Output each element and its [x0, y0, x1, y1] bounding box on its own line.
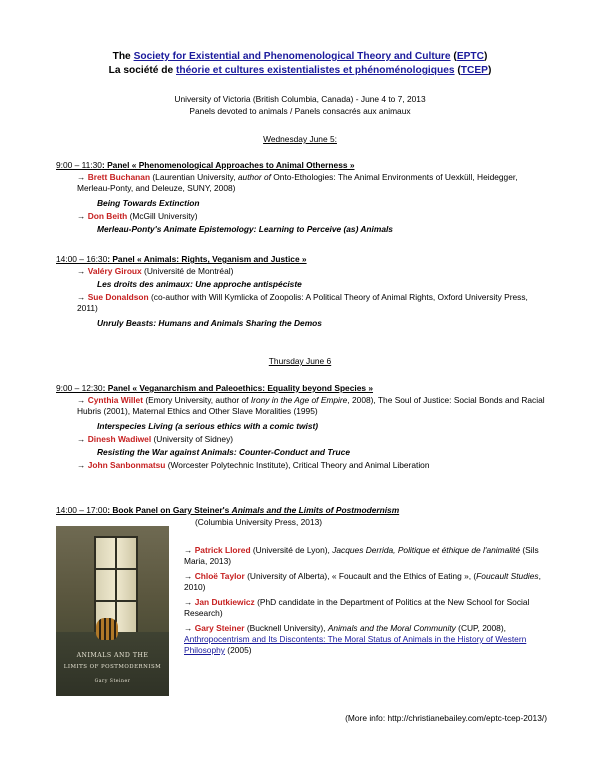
speaker-name: Patrick Llored: [194, 545, 251, 555]
speaker-name: Gary Steiner: [194, 623, 245, 633]
day-heading-thursday: Thursday June 6: [268, 356, 332, 366]
panel-1-entry-1: → Brett Buchanan (Laurentian University, author of Onto-Ethologies: The Animal Environments of Uexküll, Heidegger, Merleau-Ponty, and Deleuze, SUNY, 2008): [77, 172, 518, 193]
panel-4-entry-3: → Jan Dutkiewicz (PhD candidate in the Department of Politics at the New School for Social Research): [184, 597, 530, 618]
location-line: University of Victoria (British Columbia, Canada) - June 4 to 7, 2013: [174, 94, 426, 104]
speaker-name: Sue Donaldson: [87, 292, 149, 302]
tiger-figure: [96, 618, 118, 640]
panel-3-entry-3: → John Sanbonmatsu (Worcester Polytechnic Institute), Critical Theory and Animal Liberation: [77, 460, 430, 470]
panel-2-entry-2: → Sue Donaldson (co-author with Will Kymlicka of Zoopolis: A Political Theory of Animal Rights, Oxford University Press, 2011): [77, 292, 528, 313]
panel-3-heading: 9:00 – 12:30: Panel « Veganarchism and Paleoethics: Equality beyond Species »: [56, 383, 374, 393]
cover-title-line-2: LIMITS OF POSTMODERNISM: [63, 664, 162, 670]
panel-3-entry-2: → Dinesh Wadiwel (University of Sidney): [77, 434, 234, 444]
speaker-name: Cynthia Willet: [87, 395, 143, 405]
talk-title: Resisting the War against Animals: Counter-Conduct and Truce: [97, 447, 350, 457]
speaker-name: John Sanbonmatsu: [87, 460, 166, 470]
day-heading-wednesday: Wednesday June 5:: [263, 134, 337, 144]
tcep-link[interactable]: TCEP: [460, 65, 488, 76]
panel-2-heading: 14:00 – 16:30: Panel « Animals: Rights, Veganism and Justice »: [56, 254, 307, 264]
society-link-en[interactable]: Society for Existential and Phenomenological Theory and Culture: [133, 51, 451, 62]
talk-title: Interspecies Living (a serious ethics with a comic twist): [97, 421, 319, 431]
panel-1-heading: 9:00 – 11:30: Panel « Phenomenological Approaches to Animal Otherness »: [56, 160, 355, 170]
book-link[interactable]: Anthropocentrism and Its Discontents: The Moral Status of Animals in the History of Western Philosophy: [184, 634, 527, 655]
cover-author: Gary Steiner: [94, 679, 131, 684]
cover-title-line-1: ANIMALS AND THE: [76, 652, 149, 659]
speaker-name: Dinesh Wadiwel: [87, 434, 152, 444]
book-cover-image: [56, 526, 169, 696]
eptc-link[interactable]: EPTC: [456, 51, 484, 62]
society-link-fr[interactable]: théorie et cultures existentialistes et phénoménologiques: [176, 65, 455, 76]
speaker-name: Chloë Taylor: [194, 571, 245, 581]
header-line-english: The Society for Existential and Phenomenological Theory and Culture (EPTC): [112, 51, 488, 62]
speaker-name: Jan Dutkiewicz: [194, 597, 255, 607]
speaker-name: Brett Buchanan: [87, 172, 151, 182]
subtitle-line: Panels devoted to animals / Panels consacrés aux animaux: [189, 106, 411, 116]
footer-more-info: (More info: http://christianebailey.com/eptc-tcep-2013/): [345, 713, 547, 723]
panel-4-entry-4: → Gary Steiner (Bucknell University), Animals and the Moral Community (CUP, 2008), Anthropocentrism and Its Discontents: The Moral Status of Animals in the History of Western Philosophy (2005): [184, 623, 527, 655]
panel-4-heading: 14:00 – 17:00: Book Panel on Gary Steiner's Animals and the Limits of Postmodernism: [56, 505, 400, 515]
speaker-name: Don Beith: [87, 211, 128, 221]
header-line-french: La société de théorie et cultures existentialistes et phénoménologiques (TCEP): [108, 65, 492, 76]
talk-title: Being Towards Extinction: [97, 198, 200, 208]
talk-title: Les droits des animaux: Une approche antispéciste: [97, 279, 302, 289]
talk-title: Merleau-Ponty's Animate Epistemology: Learning to Perceive (as) Animals: [97, 224, 393, 234]
talk-title: Unruly Beasts: Humans and Animals Sharing the Demos: [97, 318, 322, 328]
panel-4-entry-2: → Chloë Taylor (University of Alberta), « Foucault and the Ethics of Eating », (Foucault Studies, 2010): [184, 571, 541, 592]
panel-3-entry-1: → Cynthia Willet (Emory University, author of Irony in the Age of Empire, 2008), The Soul of Justice: Social Bonds and Racial Hubris (2001), Maternal Ethics and Other Slave Moralities (1995): [77, 395, 545, 416]
panel-1-entry-2: → Don Beith (McGill University): [77, 211, 198, 221]
publisher-line: (Columbia University Press, 2013): [195, 517, 323, 527]
panel-2-entry-1: → Valéry Giroux (Université de Montréal): [77, 266, 234, 276]
panel-4-entry-1: → Patrick Llored (Université de Lyon), Jacques Derrida, Politique et éthique de l'animalité (Sils Maria, 2013): [184, 545, 539, 566]
speaker-name: Valéry Giroux: [87, 266, 142, 276]
